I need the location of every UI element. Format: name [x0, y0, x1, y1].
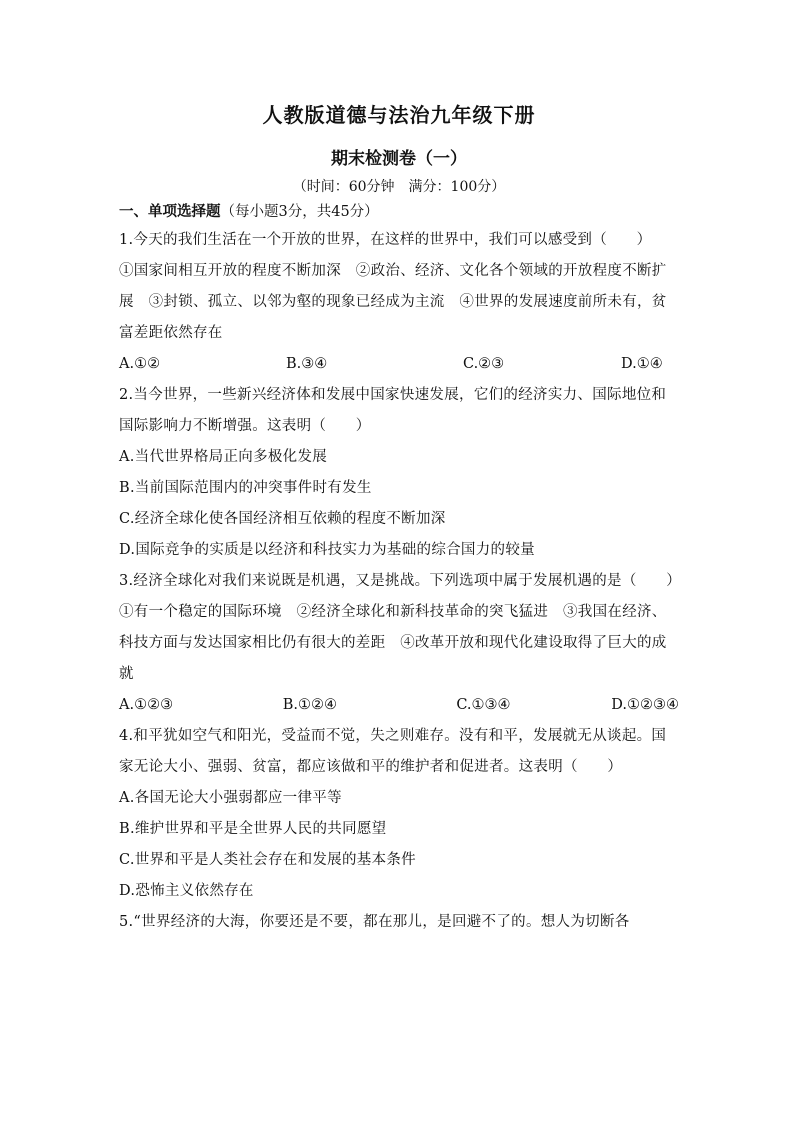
- exam-subtitle: 期末检测卷（一）: [331, 149, 467, 169]
- option-a: A.①②③: [119, 697, 174, 713]
- question-4-stem: 4.和平犹如空气和阳光，受益而不觉，失之则难存。没有和平，发展就无从谈起。国家无论大小、强弱、贫富，都应该做和平的维护者和促进者。这表明（ ）: [119, 728, 667, 775]
- document-title: 人教版道德与法治九年级下册: [262, 103, 536, 127]
- question-2-option-a: A.当代世界格局正向多极化发展: [119, 449, 328, 465]
- option-c: C.②③: [463, 356, 505, 372]
- question-1-stem: 1.今天的我们生活在一个开放的世界，在这样的世界中，我们可以感受到（ ）: [119, 232, 652, 248]
- question-4-option-a: A.各国无论大小强弱都应一律平等: [119, 790, 342, 806]
- option-c: C.①③④: [456, 697, 511, 713]
- question-2-stem: 2.当今世界，一些新兴经济体和发展中国家快速发展，它们的经济实力、国际地位和国际影响力不断增强。这表明（ ）: [119, 387, 667, 434]
- section-note: （每小题3分，共45分）: [220, 204, 379, 220]
- question-1-statements: ①国家间相互开放的程度不断加深 ②政治、经济、文化各个领域的开放程度不断扩展 ③封锁、孤立、以邻为壑的现象已经成为主流 ④世界的发展速度前所未有，贫富差距依然存在: [119, 263, 667, 341]
- question-2-option-c: C.经济全球化使各国经济相互依赖的程度不断加深: [119, 511, 446, 527]
- question-1-options: [119, 349, 679, 380]
- question-3-options: [119, 690, 679, 721]
- exam-page: [119, 100, 682, 938]
- question-4-option-b: B.维护世界和平是全世界人民的共同愿望: [119, 821, 387, 837]
- option-a: A.①②: [119, 356, 161, 372]
- question-4-option-c: C.世界和平是人类社会存在和发展的基本条件: [119, 852, 416, 868]
- question-3-stem: 3.经济全球化对我们来说既是机遇，又是挑战。下列选项中属于发展机遇的是（ ）: [119, 573, 682, 589]
- option-d: D.①②③④: [611, 697, 679, 713]
- question-3-statements: ①有一个稳定的国际环境 ②经济全球化和新科技革命的突飞猛进 ③我国在经济、科技方面与发达国家相比仍有很大的差距 ④改革开放和现代化建设取得了巨大的成就: [119, 604, 667, 682]
- option-b: B.①②④: [282, 697, 338, 713]
- section-label: 一、单项选择题: [119, 204, 221, 220]
- section-heading: [119, 199, 679, 225]
- option-d: D.①④: [621, 356, 663, 372]
- question-5-stem: 5.“世界经济的大海，你要还是不要，都在那儿，是回避不了的。想人为切断各: [119, 914, 630, 930]
- question-2-option-b: B.当前国际范围内的冲突事件时有发生: [119, 480, 372, 496]
- option-b: B.③④: [286, 356, 328, 372]
- time-info: （时间：60分钟 满分：100分）: [292, 179, 506, 195]
- question-2-option-d: D.国际竞争的实质是以经济和科技实力为基础的综合国力的较量: [119, 542, 535, 558]
- question-4-option-d: D.恐怖主义依然存在: [119, 883, 254, 899]
